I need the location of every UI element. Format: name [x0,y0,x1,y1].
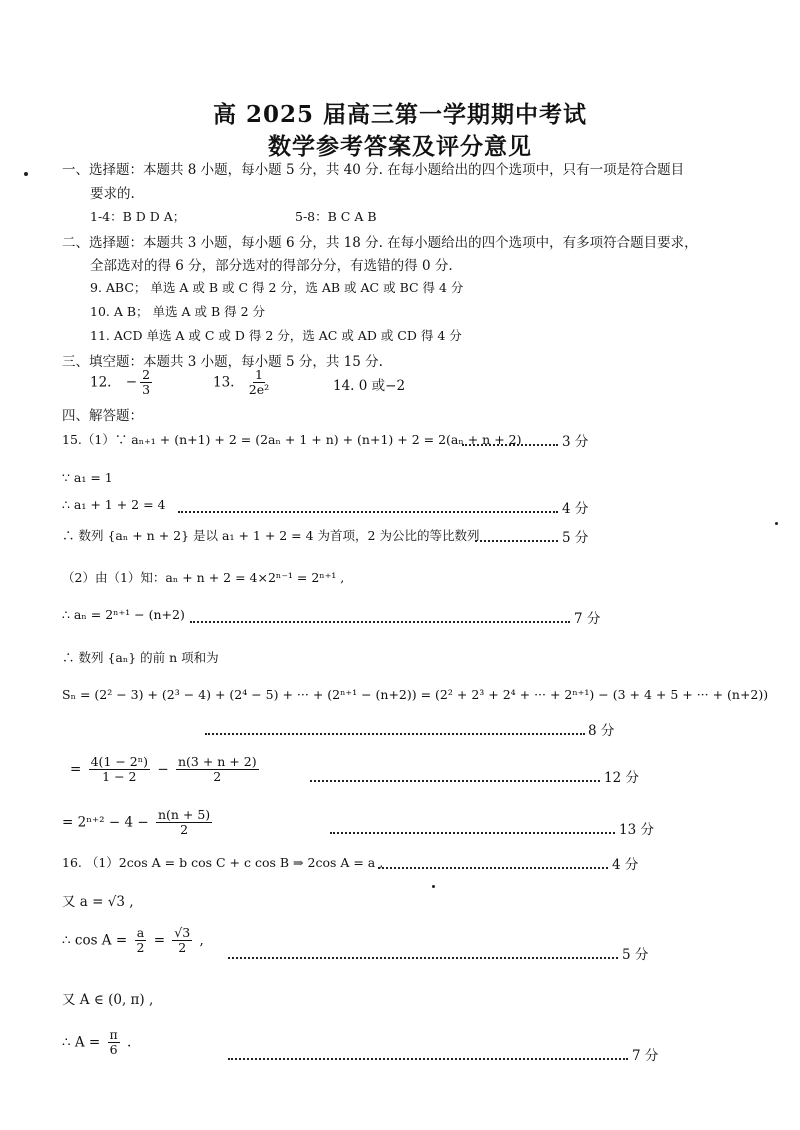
fraction-denominator: 2 [213,769,222,785]
fraction-numerator: π [109,1027,118,1042]
answer-q9: 9. ABC； 单选 A 或 B 或 C 得 2 分，选 AB 或 AC 或 BC 得 4 分 [90,280,464,295]
equals-sign: = [153,932,165,949]
q15-step-3: ∴ a₁ + 1 + 2 = 4 [62,497,166,512]
q12-sign: − [125,374,138,391]
dot-leader [330,832,615,834]
fraction-numerator: 4(1 − 2ⁿ) [90,754,149,769]
scan-speck [432,885,435,888]
q12-numerator: 2 [142,367,151,382]
q12-denominator: 3 [142,382,151,398]
q15-points-1: 3 分 [562,434,589,450]
cos-fraction-1 [134,926,146,956]
q12-fraction [140,368,152,398]
dot-leader [475,540,558,542]
q15-points-4: 7 分 [574,611,601,627]
q15-points-7: 13 分 [619,822,654,838]
scan-speck [24,172,28,176]
q16-step-4: 又 A ∈ (0, π) , [62,992,154,1008]
geometric-sum-fraction [89,755,150,785]
answer-q11: 11. ACD 单选 A 或 C 或 D 得 2 分，选 AC 或 AD 或 CD 得 4 分 [90,328,462,343]
q15-points-3: 5 分 [562,530,589,546]
q15-points-2: 4 分 [562,501,589,517]
fraction-denominator: 2 [136,940,145,956]
angle-fraction [108,1028,120,1058]
dot-leader [310,780,600,782]
q15-points-5: 8 分 [588,723,615,739]
section-4-heading: 四、解答题： [62,408,143,424]
arithmetic-sum-fraction [176,755,259,785]
cos-fraction-2 [172,926,192,956]
comma: , [199,932,204,949]
cos-prefix: ∴ cos A = [62,932,128,949]
q12-label: 12. [90,374,112,391]
answer-q10: 10. A B； 单选 A 或 B 得 2 分 [90,304,266,319]
q16-step-2: 又 a = √3 , [62,894,134,910]
q15-sum-step-1 [70,755,262,785]
sum-prefix: = 2ⁿ⁺² − 4 − [62,814,149,831]
equals-sign: = [70,761,82,778]
q15-step-1: 15.（1）∵ aₙ₊₁ + (n+1) + 2 = (2aₙ + 1 + n) + (n+1) + 2 = 2(aₙ + n + 2) [62,432,522,447]
exam-title: 高 2025 届高三第一学期期中考试 [212,101,588,128]
fraction-numerator: a [136,925,145,940]
fraction-denominator: 6 [109,1042,118,1058]
dot-leader [178,511,558,513]
q16-step-5 [62,1028,131,1058]
fraction-denominator: 2 [178,940,187,956]
q13-fraction [247,368,271,398]
dot-leader [378,867,608,869]
answer-key-title: 数学参考答案及评分意见 [268,133,532,160]
answer-q12 [90,368,155,398]
dot-leader [205,733,585,735]
answer-q14: 14. 0 或−2 [333,378,406,394]
dot-leader [462,444,558,446]
fraction-numerator: n(n + 5) [157,807,211,822]
q15-sum-final [62,808,215,838]
fraction-numerator: √3 [174,925,191,940]
q15-step-6: ∴ aₙ = 2ⁿ⁺¹ − (n+2) [62,607,185,622]
q13-label: 13. [213,374,235,391]
section-1-heading: 一、选择题：本题共 8 小题，每小题 5 分，共 40 分. 在每小题给出的四个选项中，只有一项是符合题目 [62,162,685,178]
fraction-denominator: 1 − 2 [102,769,137,785]
answers-1-4: 1-4：B D D A； [90,209,186,224]
section-2-heading-cont: 全部选对的得 6 分，部分选对的得部分分，有选错的得 0 分. [90,258,453,274]
dot-leader [228,957,618,959]
period: . [127,1034,132,1051]
minus-sign: − [157,761,169,778]
q13-denominator: 2e² [248,382,270,398]
q13-numerator: 1 [254,367,263,382]
q15-step-4: ∴ 数列 {aₙ + n + 2} 是以 a₁ + 1 + 2 = 4 为首项，2 为公比的等比数列 [62,528,480,543]
q16-step-3 [62,926,204,956]
q16-points-2: 5 分 [622,947,649,963]
q15-part-2-start: （2）由（1）知：aₙ + n + 2 = 4×2ⁿ⁻¹ = 2ⁿ⁺¹ , [62,570,345,585]
section-2-heading: 二、选择题：本题共 3 小题，每小题 6 分，共 18 分. 在每小题给出的四个选项中，有多项符合题目要求， [62,235,698,251]
dot-leader [190,621,570,623]
answer-q13 [213,368,274,398]
q15-sum-expansion: Sₙ = (2² − 3) + (2³ − 4) + (2⁴ − 5) + ··· + (2ⁿ⁺¹ − (n+2)) = (2² + 2³ + 2⁴ + ··· + 2ⁿ⁺¹) − (3 + 4 + 5 + ··· + (n+2)) [62,687,769,702]
fraction-denominator: 2 [180,822,189,838]
q16-points-1: 4 分 [612,857,639,873]
dot-leader [228,1058,628,1060]
sum-fraction [156,808,212,838]
q15-points-6: 12 分 [604,770,639,786]
q15-step-2: ∵ a₁ = 1 [62,470,113,485]
answers-5-8: 5-8：B C A B [295,209,377,224]
q16-points-3: 7 分 [632,1048,659,1064]
q15-sum-intro: ∴ 数列 {aₙ} 的前 n 项和为 [62,650,219,665]
scan-speck [775,522,778,525]
section-3-heading: 三、填空题：本题共 3 小题，每小题 5 分，共 15 分. [62,354,383,370]
section-1-heading-cont: 要求的. [90,186,135,202]
angle-prefix: ∴ A = [62,1034,101,1051]
q16-step-1: 16. （1）2cos A = b cos C + c cos B ⇒ 2cos A = a , [62,855,384,870]
fraction-numerator: n(3 + n + 2) [177,754,257,769]
